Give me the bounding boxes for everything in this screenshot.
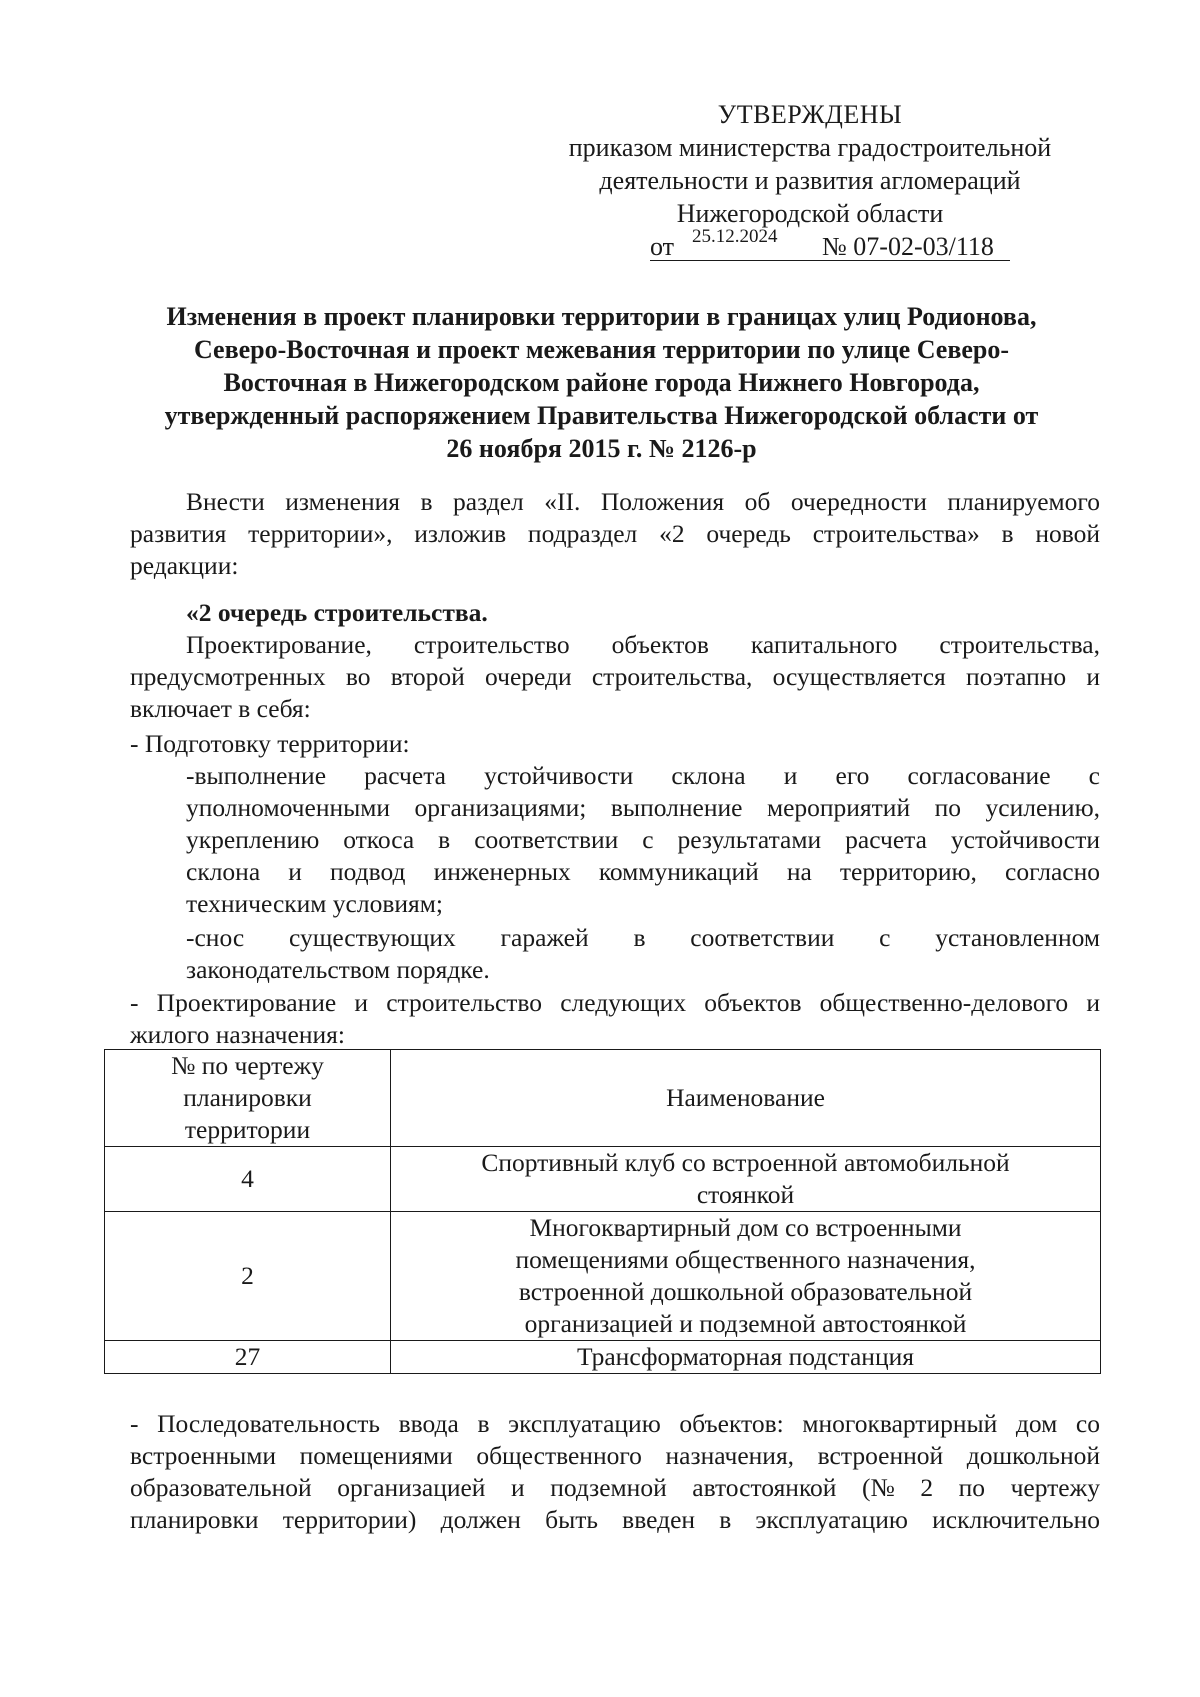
order-date: 25.12.2024: [692, 226, 778, 247]
paragraph-line: укреплению откоса в соответствии с результатами расчета устойчивости: [186, 825, 1100, 854]
table-row: [105, 1212, 1101, 1341]
subsection-title: «2 очередь строительства.: [186, 598, 488, 627]
cell-name: [391, 1212, 1101, 1341]
approval-line-3: Нижегородской области: [676, 199, 944, 228]
column-header-name: Наименование: [391, 1050, 1101, 1147]
paragraph-line: планировки территории) должен быть введен в эксплуатацию исключительно: [130, 1505, 1100, 1534]
cell-text: стоянкой: [696, 1180, 795, 1209]
paragraph-line: Проектирование, строительство объектов капитального строительства,: [186, 630, 1100, 659]
paragraph-line: жилого назначения:: [130, 1020, 345, 1049]
approval-line-2: деятельности и развития агломераций: [599, 166, 1021, 195]
preparation-label: [130, 728, 1100, 760]
objects-paragraph: [130, 987, 1100, 1051]
preparation-item-1: [186, 760, 1100, 920]
table-row: [105, 1147, 1101, 1212]
approval-title: УТВЕРЖДЕНЫ: [717, 100, 903, 129]
heading-line: Восточная в Нижегородском районе города Нижнего Новгорода,: [223, 368, 980, 397]
approval-line-1: приказом министерства градостроительной: [568, 133, 1052, 162]
paragraph-line: склона и подвод инженерных коммуникаций на территорию, согласно: [186, 857, 1100, 886]
cell-text: помещениями общественного назначения,: [515, 1245, 976, 1274]
paragraph-line: - Проектирование и строительство следующих объектов общественно-делового и: [130, 988, 1100, 1017]
cell-name: [391, 1341, 1101, 1374]
approval-block: [560, 98, 1060, 263]
heading-line: Северо-Восточная и проект межевания территории по улице Северо-: [193, 335, 1010, 364]
paragraph-line: образовательной организацией и подземной автостоянкой (№ 2 по чертежу: [130, 1473, 1100, 1502]
cell-name: [391, 1147, 1101, 1212]
paragraph-line: развития территории», изложив подраздел «2 очередь строительства» в новой: [130, 519, 1100, 548]
sequence-paragraph: [130, 1408, 1100, 1536]
paragraph-line: включает в себя:: [130, 694, 311, 723]
design-paragraph: [130, 629, 1100, 725]
column-header-number: [105, 1050, 391, 1147]
paragraph-line: - Подготовку территории:: [130, 729, 410, 758]
objects-table: [104, 1049, 1101, 1374]
cell-number: 2: [105, 1212, 391, 1341]
paragraph-line: встроенными помещениями общественного назначения, встроенной дошкольной: [130, 1441, 1100, 1470]
paragraph-line: законодательством порядке.: [186, 955, 490, 984]
order-reference: [650, 226, 1060, 263]
header-text: территории: [184, 1115, 311, 1144]
paragraph-line: -выполнение расчета устойчивости склона и его согласование с: [186, 761, 1100, 790]
cell-number: 27: [105, 1341, 391, 1374]
order-number: № 07-02-03/118: [822, 232, 994, 261]
cell-text: Многоквартирный дом со встроенными: [529, 1213, 962, 1242]
paragraph-line: предусмотренных во второй очереди строительства, осуществляется поэтапно и: [130, 662, 1100, 691]
order-from-label: от: [650, 232, 675, 261]
paragraph-line: уполномоченными организациями; выполнение мероприятий по усилению,: [186, 793, 1100, 822]
preparation-item-2: [186, 922, 1100, 986]
paragraph-line: редакции:: [130, 551, 239, 580]
cell-text: Трансформаторная подстанция: [577, 1342, 914, 1371]
table-header-row: [105, 1050, 1101, 1147]
cell-text: Спортивный клуб со встроенной автомобильной: [481, 1148, 1010, 1177]
table-row: [105, 1341, 1101, 1374]
document-heading: [104, 300, 1099, 465]
heading-line: 26 ноября 2015 г. № 2126-р: [446, 434, 757, 463]
cell-text: встроенной дошкольной образовательной: [518, 1277, 973, 1306]
paragraph-line: техническим условиям;: [186, 889, 443, 918]
paragraph-line: Внести изменения в раздел «II. Положения об очередности планируемого: [186, 487, 1100, 516]
header-text: № по чертежу: [171, 1051, 324, 1080]
heading-line: Изменения в проект планировки территории в границах улиц Родионова,: [166, 302, 1037, 331]
paragraph-line: - Последовательность ввода в эксплуатацию объектов: многоквартирный дом со: [130, 1409, 1100, 1438]
paragraph-line: -снос существующих гаражей в соответствии с установленном: [186, 923, 1100, 952]
heading-line: утвержденный распоряжением Правительства Нижегородской области от: [164, 401, 1039, 430]
cell-text: организацией и подземной автостоянкой: [524, 1309, 967, 1338]
intro-paragraph: [130, 486, 1100, 582]
header-text: планировки: [183, 1083, 312, 1112]
cell-number: 4: [105, 1147, 391, 1212]
